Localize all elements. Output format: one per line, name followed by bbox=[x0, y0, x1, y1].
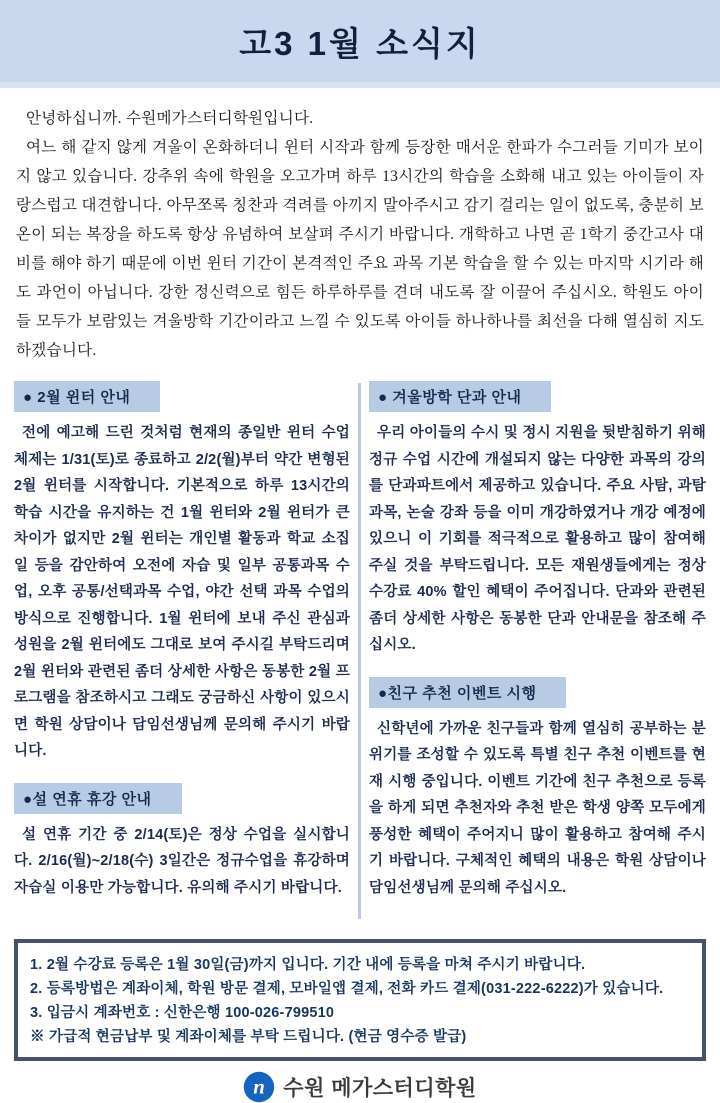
right-column bbox=[369, 381, 706, 919]
intro-paragraph-1: 안녕하십니까. 수원메가스터디학원입니다. bbox=[26, 110, 314, 127]
section-heading-friend-referral: ●친구 추천 이벤트 시행 bbox=[369, 677, 566, 708]
section-winter-danwa bbox=[369, 381, 706, 659]
notice-line-payment-methods: 2. 등록방법은 계좌이체, 학원 방문 결제, 모바일앱 결제, 전화 카드 결제(031-222-6222)가 있습니다. bbox=[30, 981, 664, 997]
section-feb-winter bbox=[14, 381, 350, 765]
megastudy-logo-icon bbox=[243, 1071, 275, 1103]
page-title-banner bbox=[0, 0, 720, 88]
page-title: 고3 1월 소식지 bbox=[239, 24, 481, 62]
column-divider bbox=[358, 383, 361, 919]
section-body-winter-danwa: 우리 아이들의 수시 및 정시 지원을 뒷받침하기 위해 정규 수업 시간에 개설되지 않는 다양한 과목의 강의를 단과파트에서 제공하고 있습니다. 주요 사탐, 과탐 과목, 논술 강좌 등을 이미 개강하였거나 개강 예정에 있으니 이 기회를 적극적으로 활용하고 많이 참여해 주실 것을 부탁드립니다. 모든 재원생들에게는 정상 수강료 40% 할인 혜택이 주어집니다. 단과와 관련된 좀더 상세한 사항은 동봉한 단과 안내문을 참조해 주십시오. bbox=[369, 425, 706, 653]
intro-text bbox=[0, 88, 720, 365]
footer bbox=[0, 1071, 720, 1103]
section-friend-referral bbox=[369, 677, 706, 902]
section-body-friend-referral: 신학년에 가까운 친구들과 함께 열심히 공부하는 분위기를 조성할 수 있도록 특별 친구 추천 이벤트를 현재 시행 중입니다. 이벤트 기간에 친구 추천으로 등록을 하게 되면 추천자와 추천 받은 학생 양쪽 모두에게 풍성한 혜택이 주어지니 많이 활용하고 참여해 주시기 바랍니다. 구체적인 혜택의 내용은 학원 상담이나 담임선생님께 문의해 주십시오. bbox=[369, 720, 706, 896]
svg-text:n: n bbox=[253, 1075, 266, 1099]
section-heading-feb-winter: ● 2월 윈터 안내 bbox=[14, 381, 160, 412]
academy-name: 수원 메가스터디학원 bbox=[283, 1077, 477, 1100]
section-heading-winter-danwa: ● 겨울방학 단과 안내 bbox=[369, 381, 551, 412]
section-body-feb-winter: 전에 예고해 드린 것처럼 현재의 종일반 윈터 수업 체제는 1/31(토)로 종료하고 2/2(월)부터 약간 변형된 2월 윈터를 시작합니다. 기본적으로 하루 13시간의 학습 시간을 유지하는 건 1월 윈터와 2월 윈터가 큰 차이가 없지만 2월 윈터는 개인별 활동과 학교 소집일 등을 감안하여 오전에 자습 및 일부 공통과목 수업, 오후 공통/선택과목 수업, 야간 선택 과목 수업의 방식으로 진행합니다. 1월 윈터에 보내 주신 관심과 성원을 2월 윈터에도 그대로 보여 주시길 부탁드리며 2월 윈터와 관련된 좀더 상세한 사항은 동봉한 2월 프로그램을 참조하시고 그래도 궁금하신 사항이 있으시면 학원 상담이나 담임선생님께 문의해 주시기 바랍니다. bbox=[14, 425, 350, 759]
notice-line-cash-request: ※ 가급적 현금납부 및 계좌이체를 부탁 드립니다. (현금 영수증 발급) bbox=[30, 1029, 467, 1045]
notice-line-registration-deadline: 1. 2월 수강료 등록은 1월 30일(금)까지 입니다. 기간 내에 등록을 마쳐 주시기 바랍니다. bbox=[30, 957, 586, 973]
intro-paragraph-2: 여느 해 같지 않게 겨울이 온화하더니 윈터 시작과 함께 등장한 매서운 한파가 수그러들 기미가 보이지 않고 있습니다. 강추위 속에 학원을 오고가며 하루 13시간의 학습을 소화해 내고 있는 아이들이 자랑스럽고 대견합니다. 아무쪼록 칭찬과 격려를 아끼지 말아주시고 감기 걸리는 일이 없도록, 충분히 보온이 되는 복장을 하도록 항상 유념하여 보살펴 주시기 바랍니다. 개학하고 나면 곧 1학기 중간고사 대비를 해야 하기 때문에 이번 윈터 기간이 본격적인 주요 과목 기본 학습을 할 수 있는 마지막 시기라 해도 과언이 아닙니다. 강한 정신력으로 힘든 하루하루를 견뎌 내도록 잘 이끌어 주십시오. 학원도 아이들 모두가 보람있는 겨울방학 기간이라고 느낄 수 있도록 아이들 하나하나를 최선을 다해 열심히 지도하겠습니다. bbox=[16, 139, 704, 359]
notice-box bbox=[14, 939, 706, 1061]
left-column bbox=[14, 381, 350, 919]
columns bbox=[0, 381, 720, 919]
section-body-holiday-break: 설 연휴 기간 중 2/14(토)은 정상 수업을 실시합니다. 2/16(월)~2/18(수) 3일간은 정규수업을 휴강하며 자습실 이용만 가능합니다. 유의해 주시기 바랍니다. bbox=[14, 826, 350, 896]
section-holiday-break bbox=[14, 783, 350, 902]
notice-line-bank-account: 3. 입금시 계좌번호 : 신한은행 100-026-799510 bbox=[30, 1005, 335, 1021]
section-heading-holiday-break: ●설 연휴 휴강 안내 bbox=[14, 783, 182, 814]
